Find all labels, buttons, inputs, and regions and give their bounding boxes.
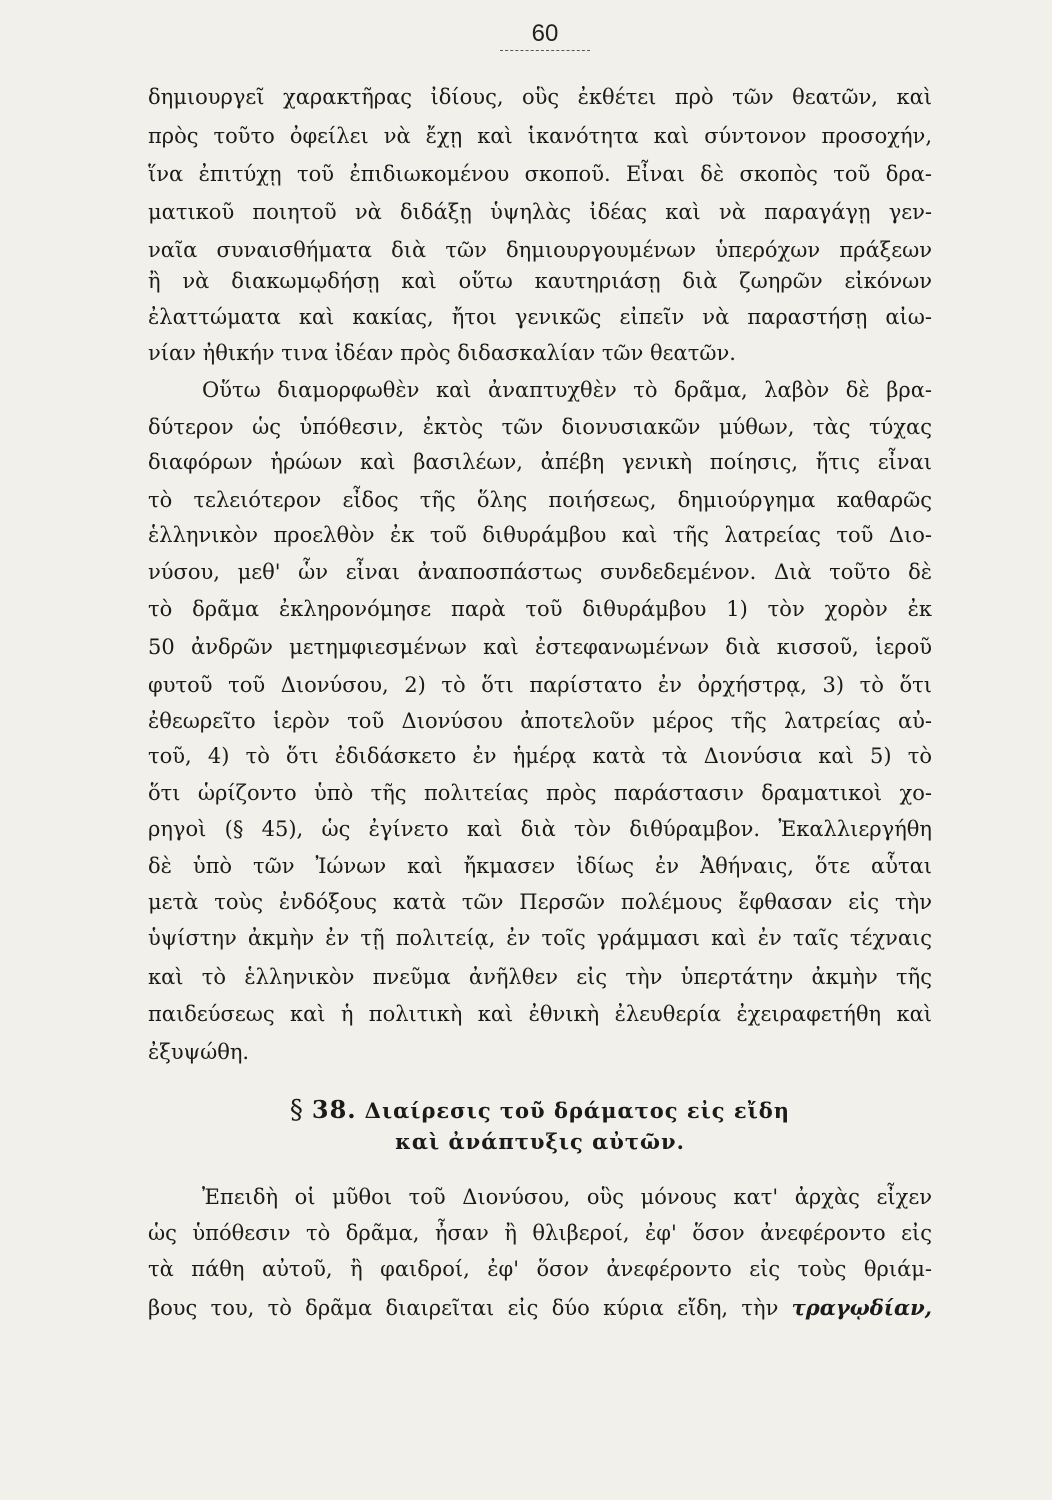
text-line: ἑλληνικὸν προελθὸν ἐκ τοῦ διθυράμβου καὶ τῆς λατρείας τοῦ Διο- [148,523,932,547]
page-number: 60 [531,20,559,47]
text-line: ὡς ὑπόθεσιν τὸ δρᾶμα, ἦσαν ἢ θλιβεροί, ἐφ' ὅσον ἀνεφέροντο εἰς [148,1221,932,1245]
text-line: 50 ἀνδρῶν μετημφιεσμένων καὶ ἐστεφανωμένων διὰ κισσοῦ, ἱεροῦ [148,635,932,659]
text-line: δὲ ὑπὸ τῶν Ἰώνων καὶ ἤκμασεν ἰδίως ἐν Ἀθήναις, ὅτε αὗται [148,854,932,878]
emphasized-term: τραγῳδίαν, [791,1295,932,1320]
text-line: ρηγοὶ (§ 45), ὡς ἐγίνετο καὶ διὰ τὸν διθύραμβον. Ἐκαλλιεργήθη [148,817,932,841]
section-title-line1: Διαίρεσις τοῦ δράματος εἰς εἴδη [364,1098,791,1123]
text-line: Οὕτω διαμορφωθὲν καὶ ἀναπτυχθὲν τὸ δρᾶμα, λαβὸν δὲ βρα- [202,378,932,402]
text-line: τὸ τελειότερον εἶδος τῆς ὅλης ποιήσεως, δημιούργημα καθαρῶς [148,488,932,512]
text-line: τὰ πάθη αὐτοῦ, ἢ φαιδροί, ἐφ' ὅσον ἀνεφέροντο εἰς τοὺς θριάμ- [148,1257,932,1281]
section-title-line2: καὶ ἀνάπτυξις αὐτῶν. [395,1129,685,1154]
text-line: πρὸς τοῦτο ὀφείλει νὰ ἔχῃ καὶ ἱκανότητα καὶ σύντονον προσοχήν, [148,124,932,148]
text-line: ἐξυψώθη. [148,1040,250,1064]
text-line: παιδεύσεως καὶ ἡ πολιτικὴ καὶ ἐθνικὴ ἐλευθερία ἐχειραφετήθη καὶ [148,1002,932,1026]
text-line: φυτοῦ τοῦ Διονύσου, 2) τὸ ὅτι παρίστατο ἐν ὀρχήστρᾳ, 3) τὸ ὅτι [148,673,932,697]
text-line: ἐθεωρεῖτο ἱερὸν τοῦ Διονύσου ἀποτελοῦν μέρος τῆς λατρείας αὐ- [148,709,932,733]
text-line: ἢ νὰ διακωμῳδήσῃ καὶ οὕτω καυτηριάσῃ διὰ ζωηρῶν εἰκόνων [148,269,932,293]
text-line: ὑψίστην ἀκμὴν ἐν τῇ πολιτείᾳ, ἐν τοῖς γράμμασι καὶ ἐν ταῖς τέχναις [148,926,932,950]
text-line: νίαν ἠθικήν τινα ἰδέαν πρὸς διδασκαλίαν τῶν θεατῶν. [148,341,736,365]
text-line: καὶ τὸ ἑλληνικὸν πνεῦμα ἀνῆλθεν εἰς τὴν ὑπερτάτην ἀκμὴν τῆς [148,965,932,989]
text-line: ὅτι ὡρίζοντο ὑπὸ τῆς πολιτείας πρὸς παράστασιν δραματικοὶ χο- [148,781,932,805]
text-line [148,1291,932,1325]
section-number: 38. [311,1095,357,1124]
text-line: Ἐπειδὴ οἱ μῦθοι τοῦ Διονύσου, οὓς μόνους κατ' ἀρχὰς εἶχεν [202,1185,932,1209]
page-number-rule [500,50,590,51]
text-line: νύσου, μεθ' ὧν εἶναι ἀναποσπάστως συνδεδεμένον. Διὰ τοῦτο δὲ [148,560,932,584]
text-line: τὸ δρᾶμα ἐκληρονόμησε παρὰ τοῦ διθυράμβου 1) τὸν χορὸν ἐκ [148,597,932,621]
text-line: ἐλαττώματα καὶ κακίας, ἤτοι γενικῶς εἰπεῖν νὰ παραστήσῃ αἰω- [148,305,932,329]
text-line: ματικοῦ ποιητοῦ νὰ διδάξῃ ὑψηλὰς ἰδέας καὶ νὰ παραγάγῃ γεν- [148,200,932,224]
text-line: διαφόρων ἡρώων καὶ βασιλέων, ἀπέβη γενικὴ ποίησις, ἥτις εἶναι [148,450,932,474]
text-line: ναῖα συναισθήματα διὰ τῶν δημιουργουμένων ὑπερόχων πράξεων [148,238,932,262]
text-line: μετὰ τοὺς ἐνδόξους κατὰ τῶν Περσῶν πολέμους ἔφθασαν εἰς τὴν [148,890,932,914]
section-subheading [148,1127,932,1157]
section-heading [148,1095,932,1125]
section-sign: § [289,1095,304,1125]
text-span: βους του, τὸ δρᾶμα διαιρεῖται εἰς δύο κύρια εἴδη, τὴν [148,1296,779,1320]
text-line: τοῦ, 4) τὸ ὅτι ἐδιδάσκετο ἐν ἡμέρᾳ κατὰ τὰ Διονύσια καὶ 5) τὸ [148,744,932,768]
text-line: δημιουργεῖ χαρακτῆρας ἰδίους, οὓς ἐκθέτει πρὸ τῶν θεατῶν, καὶ [148,85,932,109]
text-line: ἵνα ἐπιτύχῃ τοῦ ἐπιδιωκομένου σκοποῦ. Εἶναι δὲ σκοπὸς τοῦ δρα- [148,162,932,186]
text-line: δύτερον ὡς ὑπόθεσιν, ἐκτὸς τῶν διονυσιακῶν μύθων, τὰς τύχας [148,415,932,439]
